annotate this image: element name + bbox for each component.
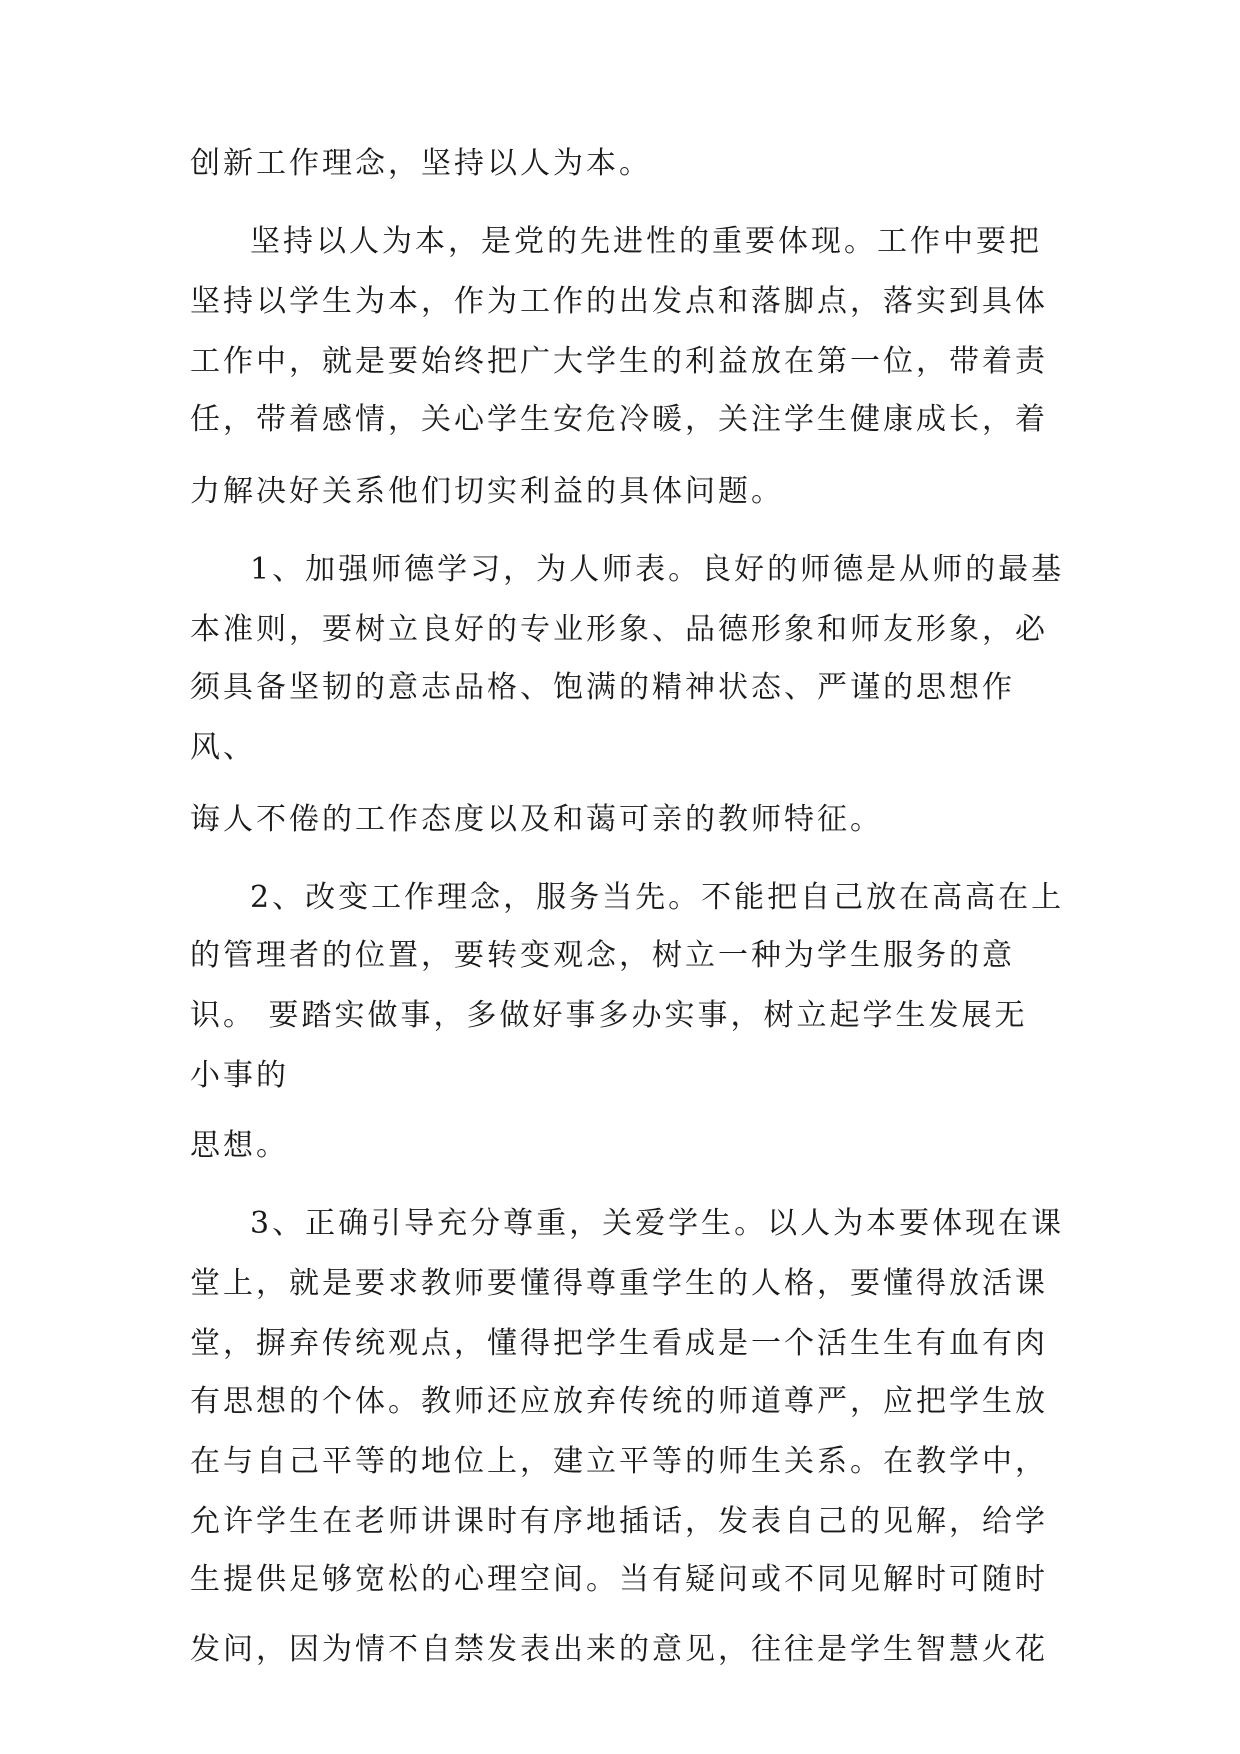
paragraph-first-line: 坚持以人为本，是党的先进性的重要体现。工作中要把 — [250, 224, 1042, 259]
text-line: 允许学生在老师讲课时有序地插话，发表自己的见解，给学 — [190, 1504, 1048, 1539]
text-line: 坚持以学生为本，作为工作的出发点和落脚点，落实到具体 — [190, 284, 1048, 319]
text-line: 识。 要踏实做事，多做好事多办实事，树立起学生发展无 — [190, 998, 1028, 1033]
paragraph-first-line: 2、改变工作理念，服务当先。不能把自己放在高高在上 — [250, 880, 1065, 915]
text-line: 思想。 — [190, 1128, 289, 1163]
text-line: 小事的 — [190, 1058, 289, 1093]
text-line: 须具备坚韧的意志品格、饱满的精神状态、严谨的思想作 — [190, 670, 1015, 705]
text-line: 力解决好关系他们切实利益的具体问题。 — [190, 474, 784, 509]
text-line: 创新工作理念，坚持以人为本。 — [190, 146, 652, 181]
text-line: 堂，摒弃传统观点，懂得把学生看成是一个活生生有血有肉 — [190, 1326, 1048, 1361]
text-line: 堂上，就是要求教师要懂得尊重学生的人格，要懂得放活课 — [190, 1266, 1048, 1301]
text-line: 工作中，就是要始终把广大学生的利益放在第一位，带着责 — [190, 344, 1048, 379]
paragraph-first-line: 3、正确引导充分尊重，关爱学生。以人为本要体现在课 — [250, 1206, 1065, 1241]
text-line: 有思想的个体。教师还应放弃传统的师道尊严，应把学生放 — [190, 1384, 1048, 1419]
text-line: 生提供足够宽松的心理空间。当有疑问或不同见解时可随时 — [190, 1562, 1048, 1597]
text-line: 的管理者的位置，要转变观念，树立一种为学生服务的意 — [190, 938, 1015, 973]
text-line: 在与自己平等的地位上，建立平等的师生关系。在教学中， — [190, 1444, 1048, 1479]
text-line: 诲人不倦的工作态度以及和蔼可亲的教师特征。 — [190, 802, 883, 837]
text-line: 发问，因为情不自禁发表出来的意见，往往是学生智慧火花 — [190, 1632, 1048, 1667]
text-line: 风、 — [190, 730, 256, 765]
text-line: 本准则，要树立良好的专业形象、品德形象和师友形象，必 — [190, 612, 1048, 647]
text-line: 任，带着感情，关心学生安危冷暖，关注学生健康成长，着 — [190, 402, 1048, 437]
paragraph-first-line: 1、加强师德学习，为人师表。良好的师德是从师的最基 — [250, 552, 1065, 587]
